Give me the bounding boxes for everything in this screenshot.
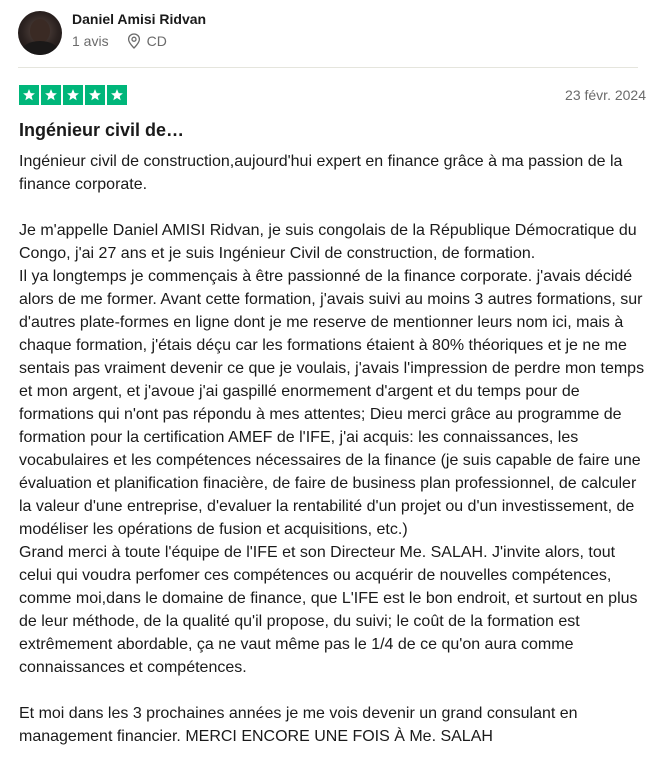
avatar[interactable] [18, 11, 62, 55]
review-date: 23 févr. 2024 [565, 87, 646, 103]
location-pin-icon [127, 33, 141, 49]
star-rating [19, 85, 127, 105]
reviewer-name[interactable]: Daniel Amisi Ridvan [72, 11, 207, 27]
review-paragraph: Et moi dans les 3 prochaines années je me vois devenir un grand consulant en management financier. MERCI ENCORE UNE FOIS À Me. SALAH [19, 705, 578, 745]
avatar-shirt [22, 41, 58, 55]
review-title[interactable]: Ingénieur civil de… [19, 120, 185, 140]
star-icon [107, 85, 127, 105]
reviewer-country: CD [146, 33, 167, 49]
review-paragraph: Je m'appelle Daniel AMISI Ridvan, je suis congolais de la République Démocratique du Congo, j'ai 27 ans et je suis Ingénieur Civil de construction, de formation. Il ya longtemps je commençais à être passionné de la finance corporate. j'avais décidé alors de me former. Avant cette formation, j'avais suivi au moins 3 autres formations, sur d'autres plate-formes en ligne dont je me reserve de mentionner leurs nom ici, mais à chaque formation, j'étais déçu car les formations étaient à 80% théoriques et je ne me sentais pas vraiment devenir ce que je voulais, j'avais l'impression de perdre mon temps et mon argent, et j'avoue j'ai gaspillé enormement d'argent et du temps pour de formations qui n'ont pas répondu à mes attentes; Dieu merci grâce au programme de formation pour la certification AMEF de l'IFE, j'ai acquis: les connaissances, les vocabulaires et les compétences nécessaires de la finance (je suis capable de faire une évaluation et planification finacière, de faire de business plan professionnel, de calculer la valeur d'une entreprise, d'evaluer la rentabilité d'un projet ou d'un investissement, de modéliser les opérations de fusion et acquisitions, etc.) Grand merci à toute l'équipe de l'IFE et son Directeur Me. SALAH. J'invite alors, tout celui qui voudra perfomer ces compétences ou acquérir de nouvelles compétences, comme moi,dans le domaine de finance, que L'IFE est le bon endroit, et surtout en plus de leur méthode, de la qualité qu'il propose, du suivi; le coût de la formation est extrêmement abordable, ça ne vaut même pas le 1/4 de ce qu'on aura comme connaissances et compétences. [19, 222, 645, 676]
star-icon [85, 85, 105, 105]
avatar-face [30, 19, 50, 43]
star-icon [41, 85, 61, 105]
review-paragraph: Ingénieur civil de construction,aujourd'hui expert en finance grâce à ma passion de la finance corporate. [19, 153, 623, 193]
reviewer-meta [72, 33, 167, 49]
reviewer-header [18, 8, 638, 58]
divider [18, 67, 638, 68]
star-icon [63, 85, 83, 105]
review-body [19, 150, 647, 748]
star-icon [19, 85, 39, 105]
paragraph-gap [19, 196, 647, 219]
paragraph-gap [19, 679, 647, 702]
reviews-count: 1 avis [72, 33, 109, 49]
